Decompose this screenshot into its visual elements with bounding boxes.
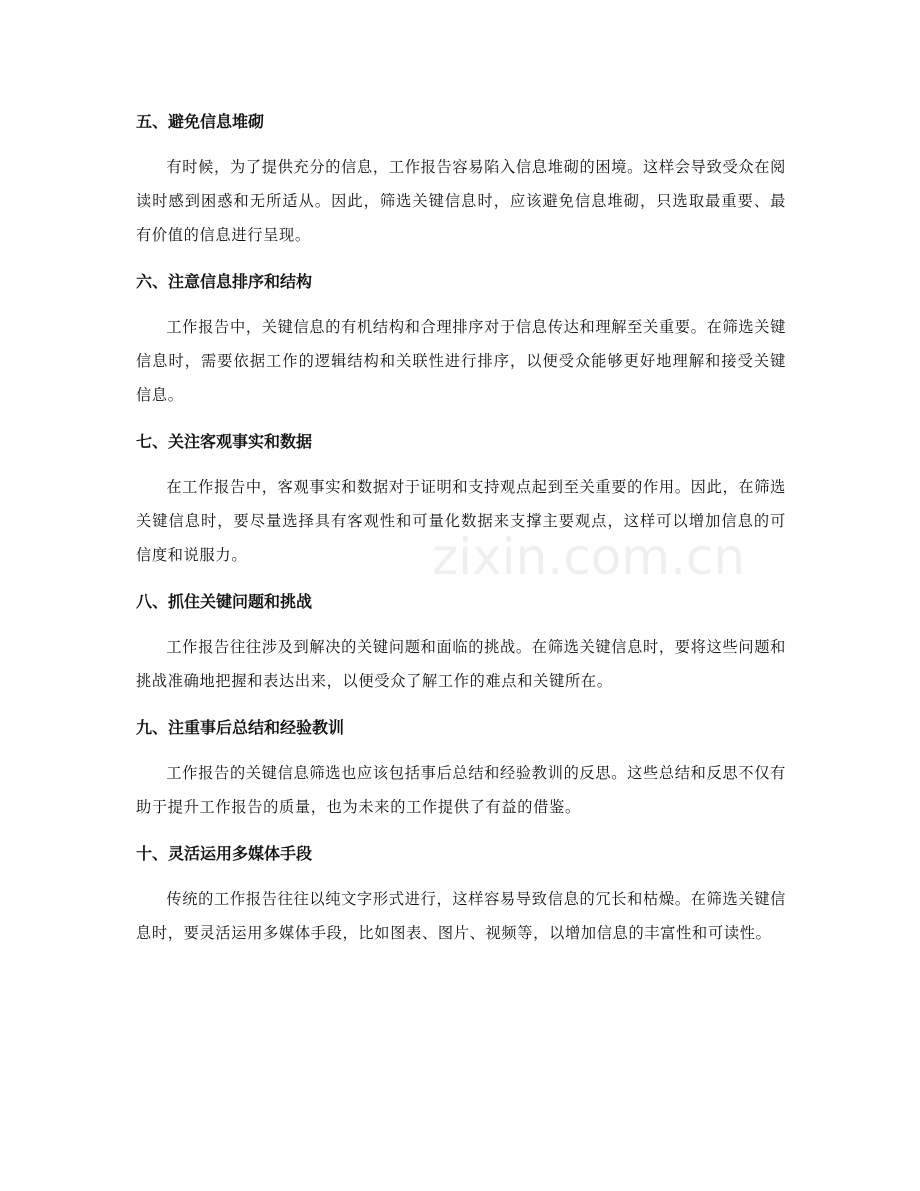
section-heading: 十、灵活运用多媒体手段 — [136, 844, 313, 863]
section-paragraph: 工作报告往往涉及到解决的关键问题和面临的挑战。在筛选关键信息时，要将这些问题和挑战准确地把握和表达出来，以便受众了解工作的难点和关键所在。 — [136, 638, 787, 690]
section-paragraph: 有时候，为了提供充分的信息，工作报告容易陷入信息堆砌的困境。这样会导致受众在阅读时感到困惑和无所适从。因此，筛选关键信息时，应该避免信息堆砌，只选取最重要、最有价值的信息进行呈现。 — [136, 158, 787, 244]
section-paragraph: 传统的工作报告往往以纯文字形式进行，这样容易导致信息的冗长和枯燥。在筛选关键信息时，要灵活运用多媒体手段，比如图表、图片、视频等，以增加信息的丰富性和可读性。 — [136, 890, 787, 942]
section-heading: 九、注重事后总结和经验教训 — [136, 718, 345, 737]
section-5 — [136, 104, 786, 252]
section-paragraph: 工作报告的关键信息筛选也应该包括事后总结和经验教训的反思。这些总结和反思不仅有助于提升工作报告的质量，也为未来的工作提供了有益的借鉴。 — [136, 764, 787, 816]
section-10 — [136, 836, 786, 950]
section-6 — [136, 264, 786, 412]
section-paragraph: 工作报告中，关键信息的有机结构和合理排序对于信息传达和理解至关重要。在筛选关键信息时，需要依据工作的逻辑结构和关联性进行排序，以便受众能够更好地理解和接受关键信息。 — [136, 318, 787, 404]
section-paragraph: 在工作报告中，客观事实和数据对于证明和支持观点起到至关重要的作用。因此，在筛选关键信息时，要尽量选择具有客观性和可量化数据来支撑主要观点，这样可以增加信息的可信度和说服力。 — [136, 478, 787, 564]
watermark: zixin.com.cn — [432, 528, 746, 586]
section-heading: 七、关注客观事实和数据 — [136, 432, 313, 451]
section-9 — [136, 710, 786, 824]
section-7 — [136, 424, 786, 572]
section-heading: 六、注意信息排序和结构 — [136, 272, 313, 291]
section-heading: 八、抓住关键问题和挑战 — [136, 592, 313, 611]
document-body — [136, 104, 786, 962]
section-heading: 五、避免信息堆砌 — [136, 112, 265, 131]
section-8 — [136, 584, 786, 698]
